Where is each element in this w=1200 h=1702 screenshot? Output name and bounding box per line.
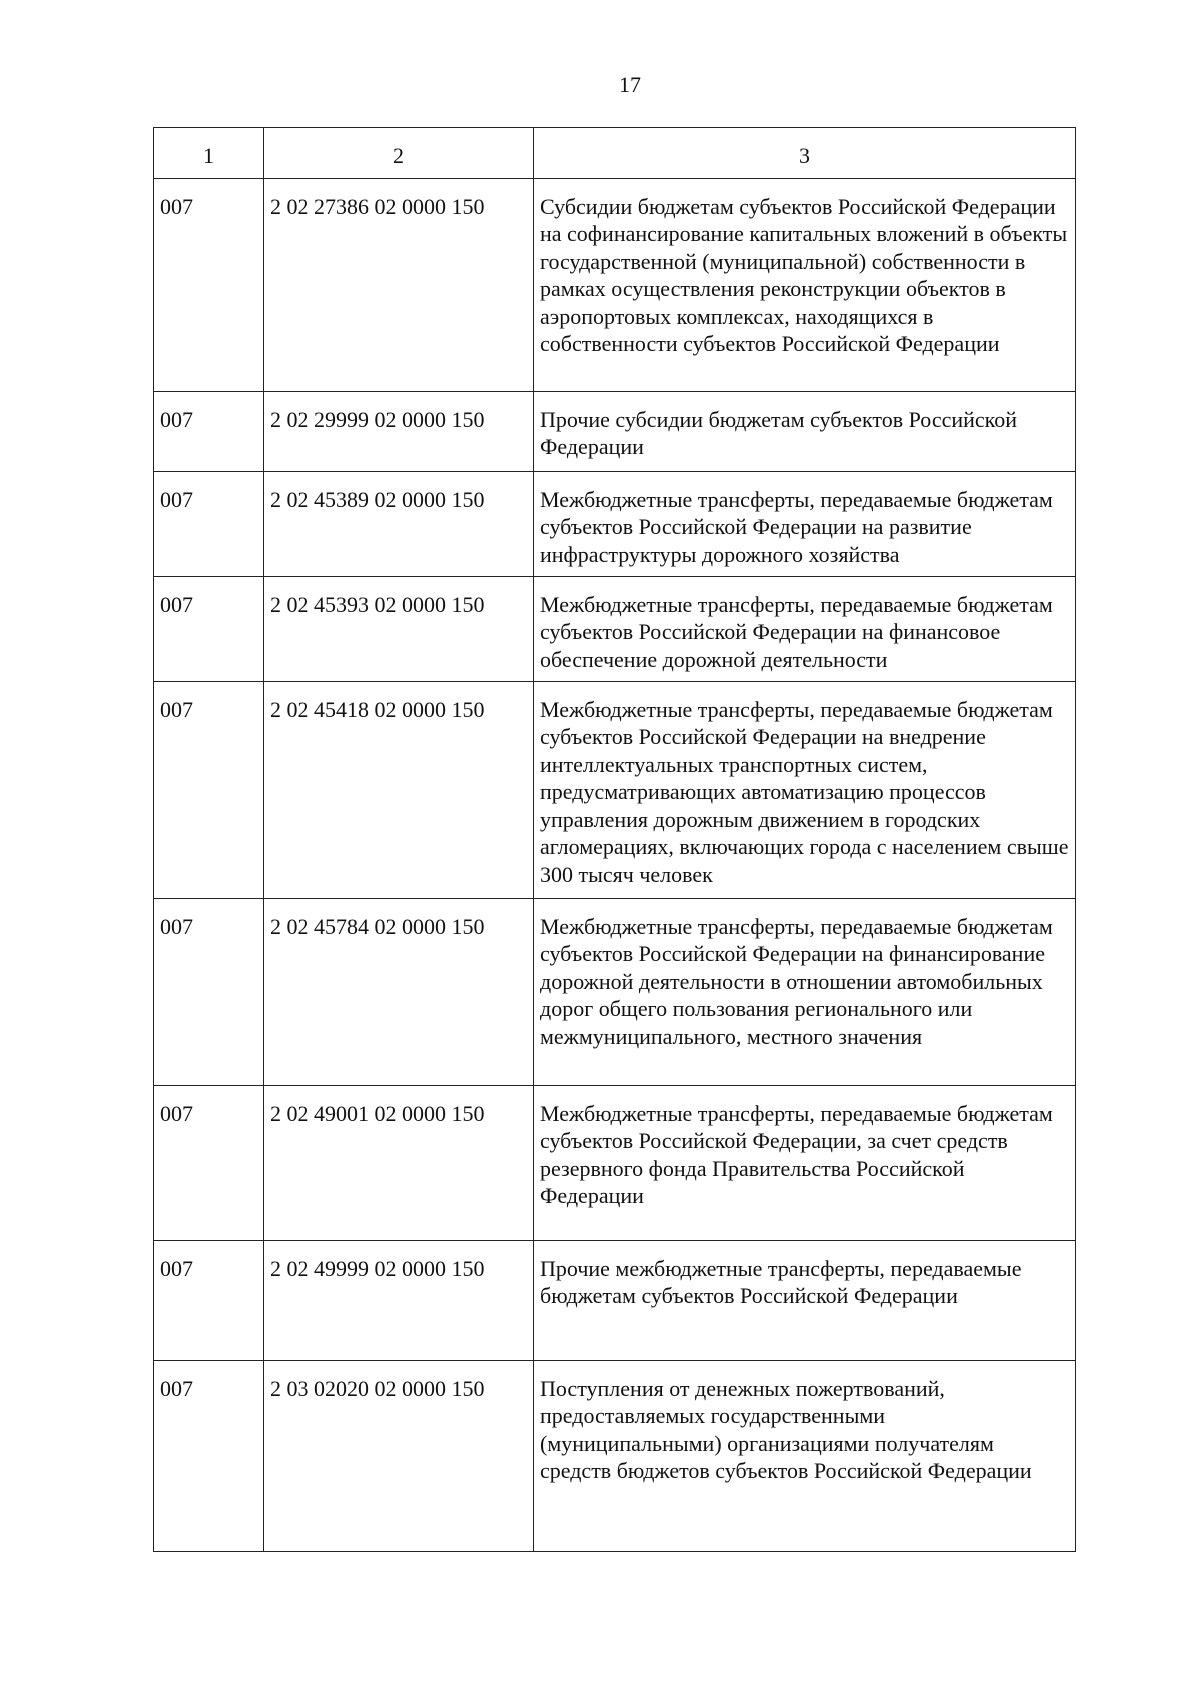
- budget-code-cell: 2 02 27386 02 0000 150: [264, 178, 534, 391]
- budget-code-cell: 2 02 49999 02 0000 150: [264, 1240, 534, 1360]
- description-cell: Межбюджетные трансферты, передаваемые бюджетам субъектов Российской Федерации на финансирование дорожной деятельности в отношении автомобильных дорог общего пользования регионального или межмуниципального, местного значения: [534, 898, 1076, 1085]
- admin-code-cell: 007: [154, 1240, 264, 1360]
- admin-code-cell: 007: [154, 391, 264, 471]
- description-cell: Межбюджетные трансферты, передаваемые бюджетам субъектов Российской Федерации на финансовое обеспечение дорожной деятельности: [534, 576, 1076, 681]
- table-header-row: [154, 128, 1076, 179]
- admin-code-cell: 007: [154, 1085, 264, 1240]
- budget-code-cell: 2 02 29999 02 0000 150: [264, 391, 534, 471]
- table-row: [154, 1085, 1076, 1240]
- header-cell-3: 3: [534, 128, 1076, 179]
- table-row: [154, 178, 1076, 391]
- admin-code-cell: 007: [154, 898, 264, 1085]
- description-cell: Межбюджетные трансферты, передаваемые бюджетам субъектов Российской Федерации на развитие инфраструктуры дорожного хозяйства: [534, 471, 1076, 576]
- budget-code-cell: 2 03 02020 02 0000 150: [264, 1360, 534, 1551]
- table-row: [154, 471, 1076, 576]
- header-cell-2: 2: [264, 128, 534, 179]
- budget-code-cell: 2 02 45389 02 0000 150: [264, 471, 534, 576]
- admin-code-cell: 007: [154, 471, 264, 576]
- budget-code-cell: 2 02 45418 02 0000 150: [264, 681, 534, 898]
- budget-code-cell: 2 02 45393 02 0000 150: [264, 576, 534, 681]
- description-cell: Субсидии бюджетам субъектов Российской Федерации на софинансирование капитальных вложений в объекты государственной (муниципальной) собственности в рамках осуществления реконструкции объектов в аэропортовых комплексах, находящихся в собственности субъектов Российской Федерации: [534, 178, 1076, 391]
- admin-code-cell: 007: [154, 1360, 264, 1551]
- table-row: [154, 681, 1076, 898]
- budget-code-cell: 2 02 49001 02 0000 150: [264, 1085, 534, 1240]
- admin-code-cell: 007: [154, 576, 264, 681]
- description-cell: Прочие субсидии бюджетам субъектов Российской Федерации: [534, 391, 1076, 471]
- admin-code-cell: 007: [154, 178, 264, 391]
- table-row: [154, 1360, 1076, 1551]
- header-cell-1: 1: [154, 128, 264, 179]
- budget-classification-table: [153, 127, 1076, 1552]
- description-cell: Прочие межбюджетные трансферты, передаваемые бюджетам субъектов Российской Федерации: [534, 1240, 1076, 1360]
- description-cell: Межбюджетные трансферты, передаваемые бюджетам субъектов Российской Федерации, за счет средств резервного фонда Правительства Российской Федерации: [534, 1085, 1076, 1240]
- description-cell: Межбюджетные трансферты, передаваемые бюджетам субъектов Российской Федерации на внедрение интеллектуальных транспортных систем, предусматривающих автоматизацию процессов управления дорожным движением в городских агломерациях, включающих города с населением свыше 300 тысяч человек: [534, 681, 1076, 898]
- table-row: [154, 1240, 1076, 1360]
- table-row: [154, 898, 1076, 1085]
- description-cell: Поступления от денежных пожертвований, предоставляемых государственными (муниципальными) организациями получателям средств бюджетов субъектов Российской Федерации: [534, 1360, 1076, 1551]
- table-row: [154, 576, 1076, 681]
- table-row: [154, 391, 1076, 471]
- admin-code-cell: 007: [154, 681, 264, 898]
- page-number: 17: [619, 72, 641, 97]
- budget-code-cell: 2 02 45784 02 0000 150: [264, 898, 534, 1085]
